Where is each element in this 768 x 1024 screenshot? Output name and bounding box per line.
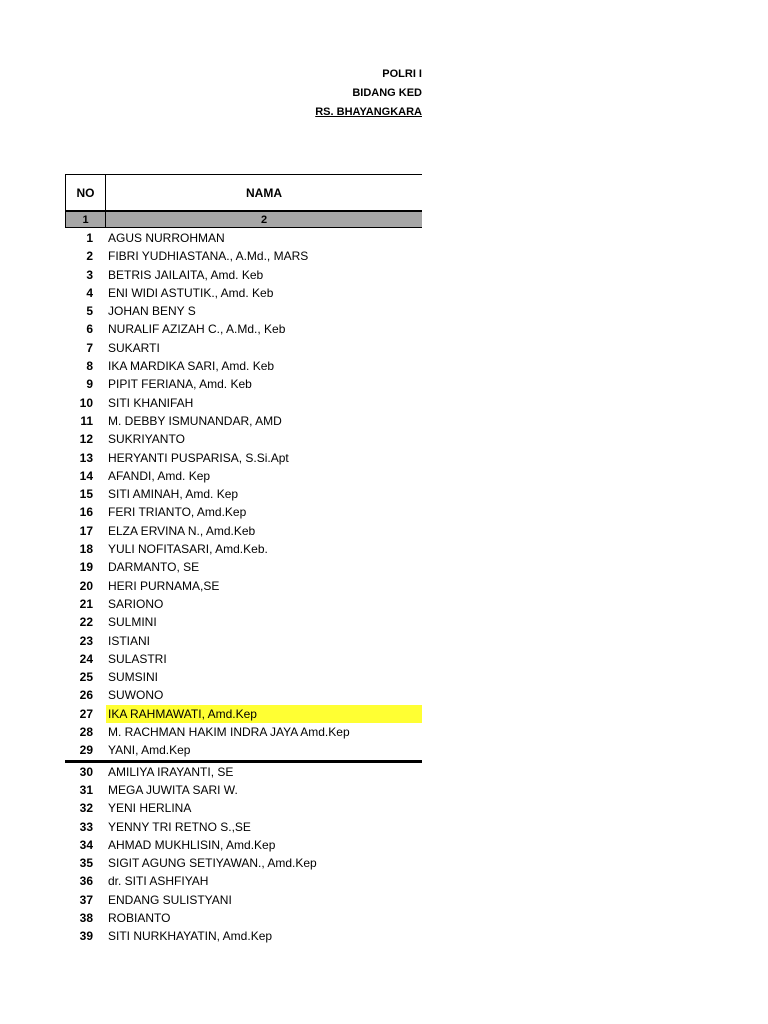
row-number: 6 xyxy=(86,322,93,337)
row-number: 39 xyxy=(79,929,93,944)
table-row xyxy=(65,613,422,631)
row-number: 10 xyxy=(79,395,93,410)
table-row xyxy=(65,485,422,503)
table-row xyxy=(65,449,422,467)
row-number: 33 xyxy=(79,819,93,834)
table-row xyxy=(65,686,422,704)
table-row xyxy=(65,854,422,872)
row-nama: YANI, Amd.Kep xyxy=(108,743,191,758)
table-row xyxy=(65,375,422,393)
row-nama: SUKARTI xyxy=(108,340,160,355)
row-number: 11 xyxy=(80,413,93,428)
table-row xyxy=(65,595,422,613)
row-nama: AMILIYA IRAYANTI, SE xyxy=(108,764,234,779)
table-row xyxy=(65,558,422,576)
row-number: 1 xyxy=(86,231,93,245)
table-row xyxy=(65,430,422,448)
table-row xyxy=(65,705,422,723)
table-row xyxy=(65,577,422,595)
table-row xyxy=(65,266,422,284)
row-number: 21 xyxy=(79,596,93,611)
row-nama: MEGA JUWITA SARI W. xyxy=(108,782,238,797)
table-row xyxy=(65,799,422,817)
column-header-no: NO xyxy=(66,175,106,210)
table-row xyxy=(65,284,422,302)
row-number: 12 xyxy=(79,432,93,447)
row-nama: YENNY TRI RETNO S.,SE xyxy=(108,819,251,834)
table-row xyxy=(65,891,422,909)
table-row xyxy=(65,467,422,485)
row-nama: SITI NURKHAYATIN, Amd.Kep xyxy=(108,929,273,944)
row-nama: FIBRI YUDHIASTANA., A.Md., MARS xyxy=(108,249,309,264)
table-body xyxy=(65,229,422,946)
row-nama: ENDANG SULISTYANI xyxy=(108,892,232,907)
row-number: 27 xyxy=(79,706,93,721)
table-row xyxy=(65,836,422,854)
row-nama: ISTIANI xyxy=(108,633,151,648)
table-row xyxy=(65,818,422,836)
row-nama: HERYANTI PUSPARISA, S.Si.Apt xyxy=(108,450,289,465)
header-line-3 xyxy=(300,105,422,119)
table-row xyxy=(65,320,422,338)
row-number: 20 xyxy=(79,578,93,593)
row-nama: M. DEBBY ISMUNANDAR, AMD xyxy=(108,413,282,428)
row-number: 5 xyxy=(86,304,93,319)
header-title: POLRI I xyxy=(382,68,422,80)
row-number: 17 xyxy=(79,523,93,538)
row-number: 18 xyxy=(79,542,93,557)
row-nama: BETRIS JAILAITA, Amd. Keb xyxy=(108,267,264,282)
row-nama: dr. SITI ASHFIYAH xyxy=(108,874,209,889)
table-row xyxy=(65,247,422,265)
row-nama: AGUS NURROHMAN xyxy=(108,231,225,245)
row-number: 8 xyxy=(86,359,93,374)
row-number: 3 xyxy=(86,267,93,282)
table-row xyxy=(65,650,422,668)
column-number-row xyxy=(65,211,422,228)
table-row xyxy=(65,723,422,741)
row-nama: NURALIF AZIZAH C., A.Md., Keb xyxy=(108,322,286,337)
row-number: 22 xyxy=(79,615,93,630)
table-row xyxy=(65,302,422,320)
row-nama: SUKRIYANTO xyxy=(108,432,185,447)
table-row xyxy=(65,927,422,945)
row-number: 7 xyxy=(86,340,93,355)
row-number: 35 xyxy=(79,856,93,871)
row-number: 26 xyxy=(79,688,93,703)
row-number: 28 xyxy=(79,725,93,740)
row-number: 15 xyxy=(79,487,93,502)
row-number: 37 xyxy=(79,892,93,907)
row-nama: JOHAN BENY S xyxy=(108,304,196,319)
row-nama: HERI PURNAMA,SE xyxy=(108,578,220,593)
row-number: 30 xyxy=(79,764,93,779)
table-row xyxy=(65,540,422,558)
row-nama: SITI KHANIFAH xyxy=(108,395,194,410)
row-nama: SITI AMINAH, Amd. Kep xyxy=(108,487,239,502)
row-number: 14 xyxy=(79,468,93,483)
table-row xyxy=(65,339,422,357)
header-line-2 xyxy=(300,86,422,100)
row-nama: AFANDI, Amd. Kep xyxy=(108,468,211,483)
table-row xyxy=(65,357,422,375)
table-row xyxy=(65,522,422,540)
row-number: 2 xyxy=(86,249,93,264)
row-nama: SULASTRI xyxy=(108,651,167,666)
table-row xyxy=(65,503,422,521)
row-number: 16 xyxy=(79,505,93,520)
table-row xyxy=(65,668,422,686)
column-header-nama: NAMA xyxy=(246,185,282,200)
row-number: 38 xyxy=(79,910,93,925)
row-number: 34 xyxy=(79,837,93,852)
row-nama: ENI WIDI ASTUTIK., Amd. Keb xyxy=(108,285,274,300)
row-number: 13 xyxy=(79,450,93,465)
row-number: 24 xyxy=(79,651,93,666)
row-nama: YULI NOFITASARI, Amd.Keb. xyxy=(108,542,268,557)
row-nama: IKA RAHMAWATI, Amd.Kep xyxy=(106,705,422,723)
table-header-row xyxy=(65,174,422,211)
row-number: 36 xyxy=(79,874,93,889)
row-nama: M. RACHMAN HAKIM INDRA JAYA Amd.Kep xyxy=(108,725,350,740)
row-number: 25 xyxy=(79,670,93,685)
row-nama: ROBIANTO xyxy=(108,910,171,925)
row-number: 19 xyxy=(79,560,93,575)
row-number: 32 xyxy=(79,801,93,816)
row-number: 4 xyxy=(86,285,93,300)
table-row xyxy=(65,229,422,247)
row-nama: DARMANTO, SE xyxy=(108,560,200,575)
row-nama: SARIONO xyxy=(108,596,164,611)
row-nama: SULMINI xyxy=(108,615,157,630)
header-institution: RS. BHAYANGKARA xyxy=(315,106,422,118)
table-row xyxy=(65,909,422,927)
table-row xyxy=(65,394,422,412)
table-row xyxy=(65,872,422,890)
header-subtitle: BIDANG KED xyxy=(352,87,422,99)
header-line-1 xyxy=(300,67,422,81)
row-nama: AHMAD MUKHLISIN, Amd.Kep xyxy=(108,837,276,852)
table-row xyxy=(65,741,422,762)
row-nama: PIPIT FERIANA, Amd. Keb xyxy=(108,377,252,392)
row-number: 29 xyxy=(79,743,93,758)
column-number-no: 1 xyxy=(66,212,106,227)
table-row xyxy=(65,412,422,430)
row-number: 23 xyxy=(79,633,93,648)
row-number: 31 xyxy=(79,782,93,797)
row-nama: ELZA ERVINA N., Amd.Keb xyxy=(108,523,256,538)
row-nama: SIGIT AGUNG SETIYAWAN., Amd.Kep xyxy=(108,856,317,871)
row-nama: FERI TRIANTO, Amd.Kep xyxy=(108,505,247,520)
row-nama: SUWONO xyxy=(108,688,164,703)
table-row xyxy=(65,781,422,799)
table-row xyxy=(65,763,422,781)
row-nama: YENI HERLINA xyxy=(108,801,192,816)
row-number: 9 xyxy=(86,377,93,392)
column-number-nama: 2 xyxy=(260,213,268,226)
table-row xyxy=(65,632,422,650)
row-nama: SUMSINI xyxy=(108,670,159,685)
row-nama: IKA MARDIKA SARI, Amd. Keb xyxy=(108,359,275,374)
